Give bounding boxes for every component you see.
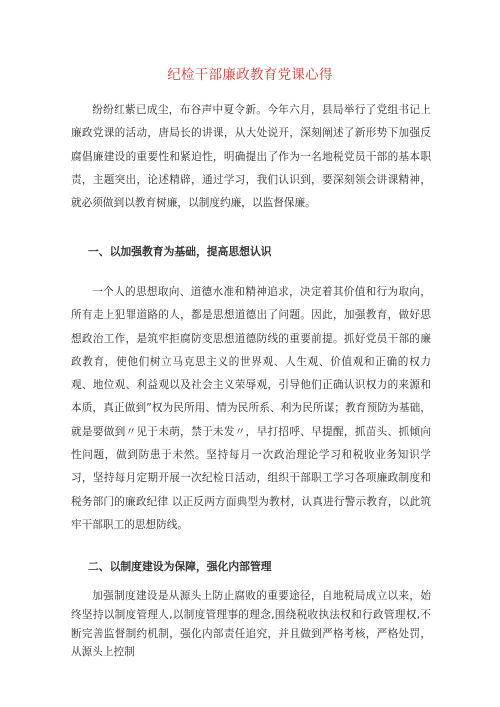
document-title: 纪检干部廉政教育党课心得 [167,67,333,83]
section-2-body: 加强制度建设是从源头上防止腐败的重要途径，自地税局成立以来，始终坚持以制度管理人,以制度管理事的理念,围绕税收执法权和行政管理权,不断完善监督制约机制，强化内部责任追究，并且做到严格考核，严格处罚，从源头上控制 [71,590,431,659]
section-1-body: 一个人的思想取向、道德水准和精神追求，决定着其价值和行为取向，所有走上犯罪道路的人，都是思想道德出了问题。因此，加强教育，做好思想政治工作，是筑牢拒腐防变思想道德防线的重要前提。抓好党员干部的廉政教育，使他们树立马克思主义的世界观、人生观、价值观和正确的权力观、地位观、利益观以及社会主义荣辱观，引导他们正确认识权力的来源和本质，真正做到”权为民所用、情为民所系、利为民所谋；教育预防为基础，就是要做到〃见于未萌，禁于未发〃，早打招呼、早提醒，抓苗头、抓倾向性问题，做到防患于未然。坚持每月一次政治理论学习和税收业务知识学习，坚持每月定期开展一次纪检日活动，组织干部职工学习各项廉政制度和税务部门的廉政纪律 以正反两方面典型为教材，认真进行警示教育，以此筑牢干部职工的思想防线。 [71,286,431,531]
section-2-heading: 二、以制度建设为保障，强化内部管理 [88,560,272,573]
intro-paragraph: 纷纷红紫已成尘，布谷声中夏令新。今年六月，县局举行了党组书记上廉政党课的活动，唐局长的讲课，从大处说开，深刻阐述了新形势下加强反腐倡廉建设的重要性和紧迫性，明确提出了作为一名地税党员干部的基本职责，主题突出，论述精辟，通过学习，我们认识到，要深刻领会讲课精神，就必须做到以教育树廉，以制度约廉，以监督保廉。 [71,104,431,210]
section-1-heading: 一、以加强教育为基础，提高思想认识 [88,245,272,258]
